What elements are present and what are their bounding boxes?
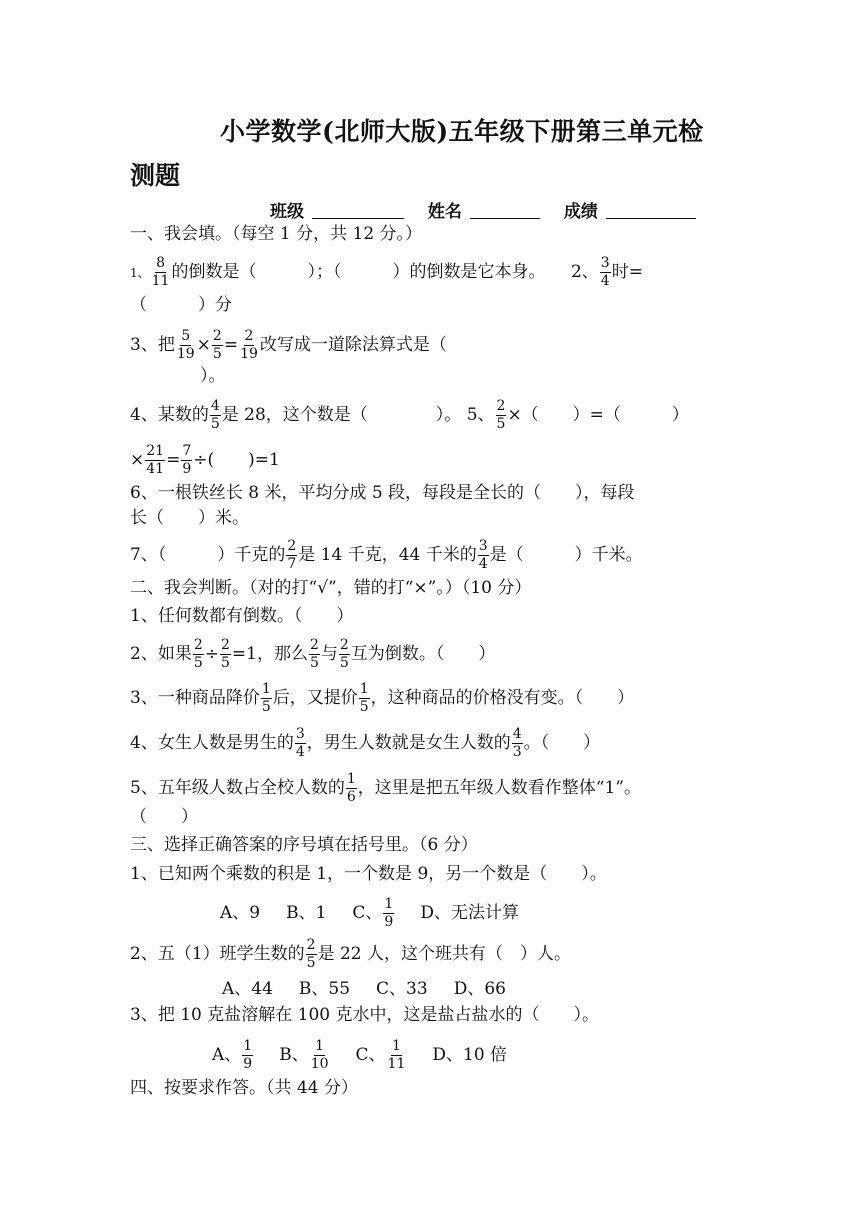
question-1-6: 6、一根铁丝长 8 米，平均分成 5 段，每段是全长的（ ），每段 [130,483,635,503]
q-text: 时= [611,262,643,282]
denominator: 5 [309,655,319,671]
times-sign: × [130,450,145,470]
q-text: 与 [320,644,338,664]
denominator: 9 [384,914,394,930]
numerator: 4 [512,726,522,742]
numerator: 5 [181,328,191,344]
question-1-1 [130,255,643,290]
fraction-3-4 [295,726,306,761]
fraction-8-11 [151,255,171,290]
denominator: 6 [346,789,356,805]
question-2-1: 1、任何数都有倒数。（ ） [130,606,354,626]
fraction-4-5 [210,398,221,433]
fraction-1-9 [383,896,394,931]
fraction-2-5 [212,328,223,363]
fraction-3-4 [478,538,489,573]
q-text: ×（ ）=（ ） [507,405,689,425]
class-blank[interactable] [312,202,404,219]
denominator: 4 [295,744,305,760]
option-b[interactable]: B、1 [286,903,327,923]
q-text: 。（ ） [523,733,601,753]
numerator: 2 [244,328,254,344]
denominator: 41 [146,461,165,477]
numerator: 2 [287,538,297,554]
question-1-3 [130,328,447,363]
numerator: 1 [261,681,271,697]
denominator: 9 [243,1056,253,1072]
denominator: 4 [478,556,488,572]
fraction-2-5 [496,398,507,433]
denominator: 3 [512,744,522,760]
denominator: 5 [221,655,230,671]
option-d[interactable]: D、无法计算 [420,903,519,923]
fraction-2-19 [239,328,259,363]
fraction-21-41 [145,443,165,478]
option-c-label[interactable]: C、 [352,903,383,923]
numerator: 21 [146,443,165,459]
numerator: 1 [392,1038,401,1054]
q-text: ，男生人数就是女生人数的 [306,733,511,753]
denominator: 9 [182,461,192,477]
numerator: 1 [243,1038,253,1054]
q-text: =1，那么 [231,644,308,664]
fraction-2-5 [220,637,231,672]
times-sign: × [196,335,211,355]
denominator: 19 [176,346,195,362]
q-text: 4、女生人数是男生的 [130,733,294,753]
q-text: 的倒数是（ ）；（ ）的倒数是它本身。 2、 [171,262,599,282]
numerator: 2 [193,637,203,653]
numerator: 8 [156,255,166,271]
option-a[interactable]: A、44 [222,979,273,999]
denominator: 5 [210,416,220,432]
q-text: ÷( )=1 [193,450,280,470]
fraction-2-5 [306,937,317,972]
q-text: 3、一种商品降价 [130,688,260,708]
numerator: 2 [212,328,222,344]
option-a[interactable]: A、9 [220,903,261,923]
fraction-1-9 [242,1038,253,1073]
q-text: 2、如果 [130,644,192,664]
section-1-heading: 一、我会填。（每空 1 分，共 12 分。） [130,224,423,244]
question-1-5-cont [130,443,280,478]
fraction-1-5 [359,681,370,716]
question-3-1: 1、已知两个乘数的积是 1，一个数是 9，另一个数是（ ）。 [130,864,607,884]
section-2-heading: 二、我会判断。（对的打“√”，错的打“×”。）（10 分） [130,578,532,598]
numerator: 2 [309,637,319,653]
denominator: 5 [306,955,316,971]
class-label: 班级 [270,202,304,222]
q-text: 后，又提价 [272,688,358,708]
question-3-3-options [212,1038,533,1073]
option-a-label[interactable]: A、 [212,1045,242,1065]
page-title-continued: 测题 [130,161,181,190]
denominator: 5 [261,699,271,715]
q-text: 4、某数的 [130,405,209,425]
q-text: ，这种商品的价格没有变。（ ） [370,688,635,708]
numerator: 4 [210,398,220,414]
q-text: 互为倒数。（ ） [350,644,496,664]
fraction-4-3 [512,726,523,761]
denominator: 5 [496,416,506,432]
q-text: 是 14 千克，44 千米的 [298,545,477,565]
section-4-heading: 四、按要求作答。（共 44 分） [130,1078,358,1098]
option-d[interactable]: D、10 倍 [432,1045,508,1065]
numerator: 1 [315,1038,325,1054]
denominator: 19 [240,346,258,362]
numerator: 3 [295,726,305,742]
question-2-3 [130,681,634,716]
q-number: 1、 [130,266,150,280]
q-text: 7、（ ）千克的 [130,545,286,565]
name-blank[interactable] [470,202,540,219]
equals-sign: = [223,335,239,355]
question-3-3: 3、把 10 克盐溶解在 100 克水中，这是盐占盐水的（ ）。 [130,1005,600,1025]
denominator: 5 [339,655,349,671]
numerator: 1 [359,681,369,697]
fraction-2-5 [309,637,320,672]
option-c[interactable]: C、33 [376,979,428,999]
numerator: 7 [182,443,192,459]
q-text: 是（ ）千米。 [489,545,643,565]
denominator: 5 [212,346,222,362]
fraction-1-5 [261,681,272,716]
q-text: 3、把 [130,335,175,355]
fraction-2-5 [193,637,204,672]
denominator: 5 [193,655,203,671]
option-d[interactable]: D、66 [453,979,506,999]
numerator: 1 [384,896,394,912]
question-1-4 [130,398,689,433]
q-text: 是 22 人，这个班共有（ ）人。 [317,944,572,964]
q-text: 改写成一道除法算式是（ [259,335,447,355]
denominator: 11 [387,1056,406,1072]
question-2-2 [130,637,495,672]
question-2-5 [130,771,641,806]
fraction-7-9 [181,443,192,478]
name-label: 姓名 [427,202,462,222]
numerator: 3 [600,255,610,271]
fraction-1-11 [387,1038,407,1073]
numerator: 2 [306,937,316,953]
option-c-label[interactable]: C、 [355,1045,386,1065]
fraction-2-7 [286,538,297,573]
denominator: 7 [287,556,297,572]
question-2-4 [130,726,600,761]
score-blank[interactable] [606,202,696,219]
question-1-2-cont: （ ）分 [130,295,232,315]
denominator: 4 [600,273,610,289]
fraction-1-6 [346,771,357,806]
numerator: 2 [339,637,349,653]
q-text: 2、五（1）班学生数的 [130,944,305,964]
numerator: 2 [221,637,230,653]
q-text: 5、五年级人数占全校人数的 [130,778,345,798]
denominator: 5 [359,699,369,715]
divide-sign: ÷ [204,644,219,664]
question-3-2-options [222,978,532,1000]
numerator: 3 [478,538,488,554]
denominator: 11 [151,273,170,289]
fraction-5-19 [176,328,196,363]
option-b-label[interactable]: B、 [279,1045,309,1065]
numerator: 1 [346,771,356,787]
fraction-1-10 [310,1038,330,1073]
fraction-2-5 [339,637,350,672]
score-label: 成绩 [563,202,598,222]
student-info [270,197,714,222]
q-text: ，这里是把五年级人数看作整体“1”。 [357,778,641,798]
question-3-1-options [220,896,545,931]
question-1-6-cont: 长（ ）米。 [130,508,249,528]
q-text: 是 28，这个数是（ ）。 5、 [221,405,495,425]
question-1-3-cont: ）。 [200,366,226,386]
question-1-7 [130,538,643,573]
numerator: 2 [496,398,506,414]
fraction-3-4 [600,255,611,290]
denominator: 10 [310,1056,329,1072]
section-3-heading: 三、选择正确答案的序号填在括号里。（6 分） [130,835,478,855]
option-b[interactable]: B、55 [298,979,351,999]
question-3-2 [130,937,571,972]
question-2-5-cont: （ ） [130,807,198,827]
equals-sign: = [166,450,181,470]
page-title: 小学数学(北师大版)五年级下册第三单元检 [220,117,704,146]
